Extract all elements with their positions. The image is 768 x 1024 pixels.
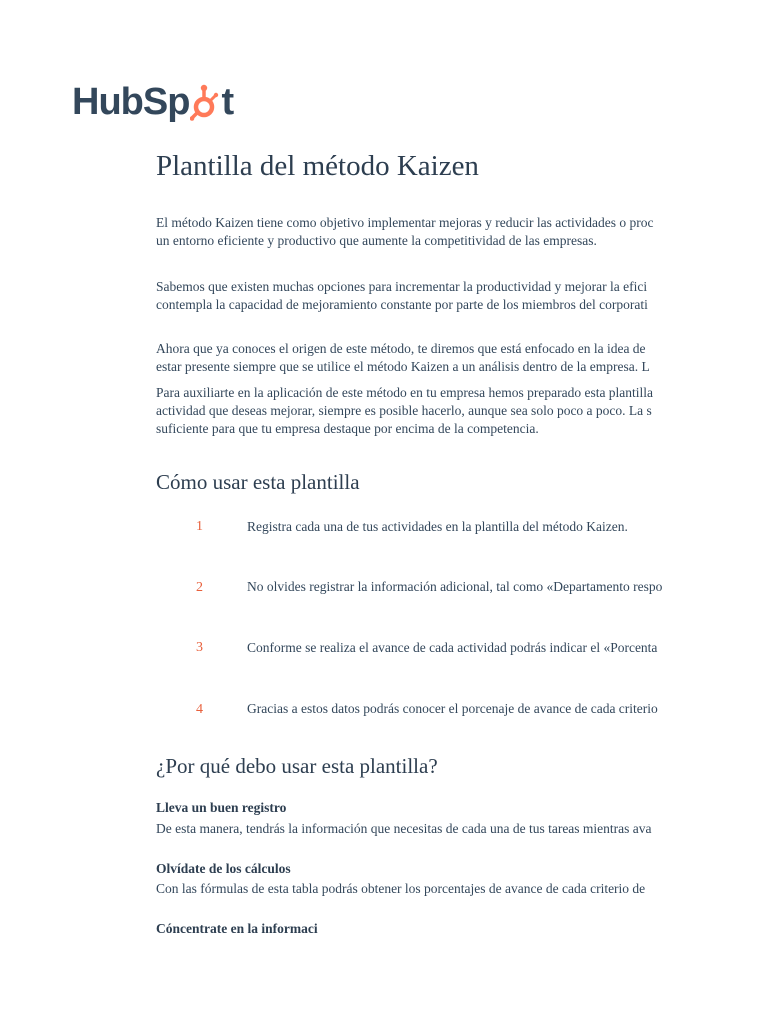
paragraph-line: estar presente siempre que se utilice el método Kaizen a un análisis dentro de la empresa. L — [156, 359, 650, 374]
step-number: 3 — [196, 640, 203, 655]
paragraph-line: El método Kaizen tiene como objetivo implementar mejoras y reducir las actividades o proc — [156, 215, 654, 230]
page-title: Plantilla del método Kaizen — [156, 150, 479, 182]
reason-title: Olvídate de los cálculos — [156, 861, 291, 876]
paragraph-line: actividad que deseas mejorar, siempre es posible hacerlo, aunque sea solo poco a poco. La s — [156, 403, 652, 418]
step-text: Registra cada una de tus actividades en la plantilla del método Kaizen. — [247, 519, 628, 534]
how-to-heading: Cómo usar esta plantilla — [156, 470, 360, 494]
step-text: Gracias a estos datos podrás conocer el porcenaje de avance de cada criterio — [247, 701, 658, 716]
paragraph-line: un entorno eficiente y productivo que aumente la competitividad de las empresas. — [156, 233, 597, 248]
intro-paragraph-4 — [156, 384, 704, 438]
step-number: 2 — [196, 580, 203, 595]
intro-paragraph-1 — [156, 214, 704, 250]
reason-body: De esta manera, tendrás la información que necesitas de cada una de tus tareas mientras ava — [156, 821, 652, 836]
paragraph-line: suficiente para que tu empresa destaque por encima de la competencia. — [156, 421, 539, 436]
logo-text-end: t — [221, 80, 234, 123]
intro-paragraph-3 — [156, 340, 704, 376]
reason-title: Cóncentrate en la informaci — [156, 921, 318, 936]
logo-text-start: HubSp — [72, 80, 190, 123]
paragraph-line: Ahora que ya conoces el origen de este método, te diremos que está enfocado en la idea de — [156, 341, 646, 356]
step-number: 1 — [196, 519, 203, 534]
document-content — [156, 0, 704, 1024]
intro-paragraph-2 — [156, 278, 704, 314]
paragraph-line: Para auxiliarte en la aplicación de este método en tu empresa hemos preparado esta plantilla — [156, 385, 654, 400]
why-heading: ¿Por qué debo usar esta plantilla? — [156, 754, 438, 778]
reason-title: Lleva un buen registro — [156, 800, 287, 815]
step-text: No olvides registrar la información adicional, tal como «Departamento respo — [247, 579, 663, 594]
paragraph-line: Sabemos que existen muchas opciones para incrementar la productividad y mejorar la efici — [156, 279, 648, 294]
paragraph-line: contempla la capacidad de mejoramiento constante por parte de los miembros del corporati — [156, 297, 648, 312]
step-text: Conforme se realiza el avance de cada actividad podrás indicar el «Porcenta — [247, 640, 658, 655]
reason-body: Con las fórmulas de esta tabla podrás obtener los porcentajes de avance de cada criterio de — [156, 881, 646, 896]
step-number: 4 — [196, 702, 203, 717]
